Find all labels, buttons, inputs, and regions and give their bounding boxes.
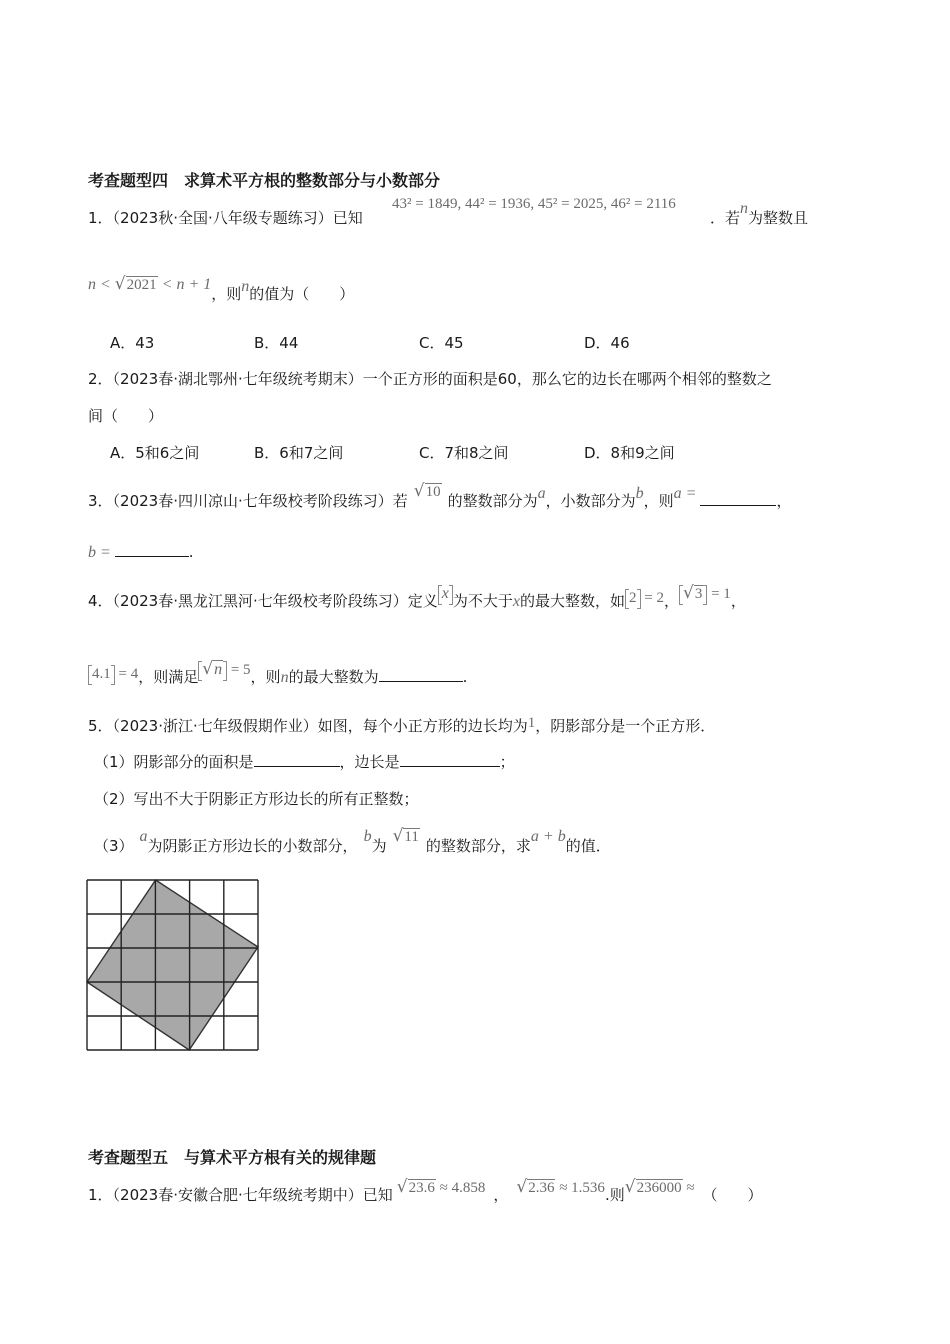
- q4-e2rad: 3: [694, 586, 703, 602]
- grid-figure: [86, 879, 260, 1051]
- q3-var-a: a: [537, 485, 546, 502]
- q3-eq-a: a =: [673, 485, 697, 502]
- sqrt-10: √10: [413, 481, 441, 501]
- q3-period: .: [188, 543, 194, 561]
- q4-t1: 为不大于: [452, 592, 513, 610]
- q4-e2r: = 1: [707, 586, 731, 602]
- s5-r2: 2.36: [528, 1180, 555, 1196]
- q4-eg2: √3 = 1: [679, 586, 731, 602]
- q4-var-n: n: [280, 669, 289, 686]
- q1-line2-var: n: [241, 278, 250, 295]
- q3-var-b: b: [635, 485, 644, 502]
- s5-q1-line: [88, 1177, 763, 1206]
- q1-ineq-post: < n + 1: [157, 276, 212, 293]
- q2-num: 2．: [88, 370, 113, 388]
- q5-p3d: 的整数部分，求: [425, 837, 531, 855]
- q4-period: .: [462, 668, 468, 686]
- q5-part3: [94, 826, 611, 857]
- q5-p3c: 为: [371, 837, 387, 855]
- q5-p3a: （3）: [94, 837, 134, 855]
- q5-num: 5．: [88, 717, 113, 735]
- q4-bracket-x: [438, 586, 453, 602]
- q3-blank-b[interactable]: [115, 542, 189, 557]
- q3-t1: 的整数部分为: [447, 492, 538, 510]
- q1-option-c[interactable]: C．45: [419, 334, 464, 352]
- s5-q1-eq3: √236000 ≈: [624, 1177, 695, 1197]
- q1-line1: [88, 208, 363, 228]
- s5-q1-sep: ，: [493, 1186, 509, 1204]
- q3-line1: [88, 481, 792, 512]
- s5-r1v: ≈ 4.858: [435, 1180, 486, 1196]
- q4-t3: ，则满足: [138, 668, 199, 686]
- q5-line1: [88, 716, 715, 737]
- q4-t2: 的最大整数，如: [520, 592, 626, 610]
- q1-num: 1．: [88, 209, 113, 227]
- q4-e1r: = 2: [640, 590, 664, 606]
- s5-r1: 23.6: [408, 1180, 435, 1196]
- q4-source: （2023春·黑龙江黑河·七年级校考阶段练习）定义: [112, 592, 438, 610]
- q1-formula: 43² = 1849, 44² = 1936, 45² = 2025, 46² = 2116: [392, 196, 676, 212]
- section-title-4: 考查题型四 求算术平方根的整数部分与小数部分: [88, 171, 441, 190]
- q3-t2: ，小数部分为: [545, 492, 636, 510]
- q4-eg1: [625, 590, 664, 606]
- q2-option-c[interactable]: C．7和8之间: [419, 444, 509, 462]
- q1-rad: 2021: [126, 277, 157, 293]
- q4-line2: [88, 659, 468, 689]
- q1-option-a[interactable]: A．43: [110, 334, 155, 352]
- q1-line2-end: 的值为（ ）: [249, 285, 355, 303]
- s5-q1-eq2: √2.36 ≈ 1.536: [516, 1177, 605, 1197]
- q1-line2: [88, 274, 355, 305]
- q4-e3: 4.1: [92, 666, 111, 682]
- q5-p1b: ，边长是: [339, 753, 400, 771]
- q4-e4r: = 5: [227, 662, 251, 678]
- q5-p1a: （1）阴影部分的面积是: [94, 753, 254, 771]
- s5-r3v: ≈: [682, 1180, 695, 1196]
- q1-var-n: n: [740, 200, 749, 217]
- q1-option-d[interactable]: D．46: [584, 334, 630, 352]
- s5-q1-num: 1．: [88, 1186, 113, 1204]
- q4-t4: ，则: [250, 668, 281, 686]
- q5-sum: a + b: [530, 828, 566, 845]
- q3-num: 3．: [88, 492, 113, 510]
- q3-eq-b: b =: [88, 544, 111, 561]
- q2-text1: （2023春·湖北鄂州·七年级统考期末）一个正方形的面积是60，那么它的边长在哪两个相邻的整数之: [112, 370, 772, 388]
- s5-r2v: ≈ 1.536: [555, 1180, 605, 1196]
- q1-text-end: 为整数且: [748, 209, 809, 227]
- q5-part2: （2）写出不大于阴影正方形边长的所有正整数；: [94, 790, 419, 808]
- q4-cond: √n = 5: [198, 662, 250, 678]
- q3-rad: 10: [425, 484, 441, 500]
- q5-p3f: 的值．: [565, 837, 611, 855]
- q5-blank-area[interactable]: [254, 752, 340, 767]
- q4-t5: 的最大整数为: [288, 668, 379, 686]
- q4-sep: ，: [663, 592, 679, 610]
- q2-option-d[interactable]: D．8和9之间: [584, 444, 675, 462]
- q4-e3r: = 4: [114, 666, 139, 682]
- q1-ineq: [88, 274, 212, 294]
- sqrt-2021: √2021: [114, 274, 157, 294]
- q1-option-b[interactable]: B．44: [254, 334, 299, 352]
- q4-num: 4．: [88, 592, 113, 610]
- q1-line1-tail: [710, 200, 809, 229]
- q4-sep2: ，: [730, 592, 746, 610]
- q1-ineq-pre: n <: [88, 276, 115, 293]
- shaded-square: [87, 880, 258, 1050]
- q3-comma: ，: [776, 492, 792, 510]
- s5-q1-t: .则: [604, 1186, 625, 1204]
- s5-r3: 236000: [636, 1180, 682, 1196]
- q4-eg3: [88, 666, 138, 682]
- s5-q1-paren: （ ）: [702, 1186, 763, 1204]
- q4-bx: x: [441, 585, 449, 602]
- s5-q1-source: （2023春·安徽合肥·七年级统考期中）已知: [112, 1186, 393, 1204]
- q5-var-a: a: [139, 828, 148, 845]
- q2-line2: 间（ ）: [88, 407, 164, 425]
- q5-var-b: b: [363, 828, 372, 845]
- q3-blank-a[interactable]: [700, 491, 776, 506]
- q5-line1a: （2023·浙江·七年级假期作业）如图，每个小正方形的边长均为: [112, 717, 528, 735]
- q2-option-b[interactable]: B．6和7之间: [254, 444, 344, 462]
- q5-p3b: 为阴影正方形边长的小数部分，: [147, 837, 358, 855]
- q2-option-a[interactable]: A．5和6之间: [110, 444, 200, 462]
- q2-line1: [88, 369, 772, 389]
- q4-line1: [88, 583, 746, 613]
- q5-blank-side[interactable]: [400, 752, 500, 767]
- q3-line2: [88, 542, 194, 563]
- s5-q1-eq1: √23.6 ≈ 4.858: [396, 1177, 486, 1197]
- section-title-5: 考查题型五 与算术平方根有关的规律题: [88, 1148, 377, 1167]
- sqrt-11: √11: [392, 826, 419, 846]
- q5-p1c: ；: [499, 753, 515, 771]
- q1-text-after: ．若: [710, 209, 741, 227]
- q4-e1: 2: [629, 590, 637, 606]
- q1-line2-text: ，则: [211, 285, 242, 303]
- q5-rad: 11: [404, 829, 419, 845]
- q4-var-x: x: [512, 593, 520, 610]
- q5-one: 1: [527, 715, 536, 731]
- q3-source: （2023春·四川凉山·七年级校考阶段练习）若: [112, 492, 408, 510]
- q4-blank[interactable]: [379, 667, 463, 682]
- q4-e4rad: n: [214, 661, 223, 678]
- q1-source: （2023秋·全国·八年级专题练习）已知: [112, 209, 363, 227]
- q3-t3: ，则: [643, 492, 674, 510]
- q5-part1: [94, 752, 515, 772]
- q5-line1b: ，阴影部分是一个正方形．: [535, 717, 716, 735]
